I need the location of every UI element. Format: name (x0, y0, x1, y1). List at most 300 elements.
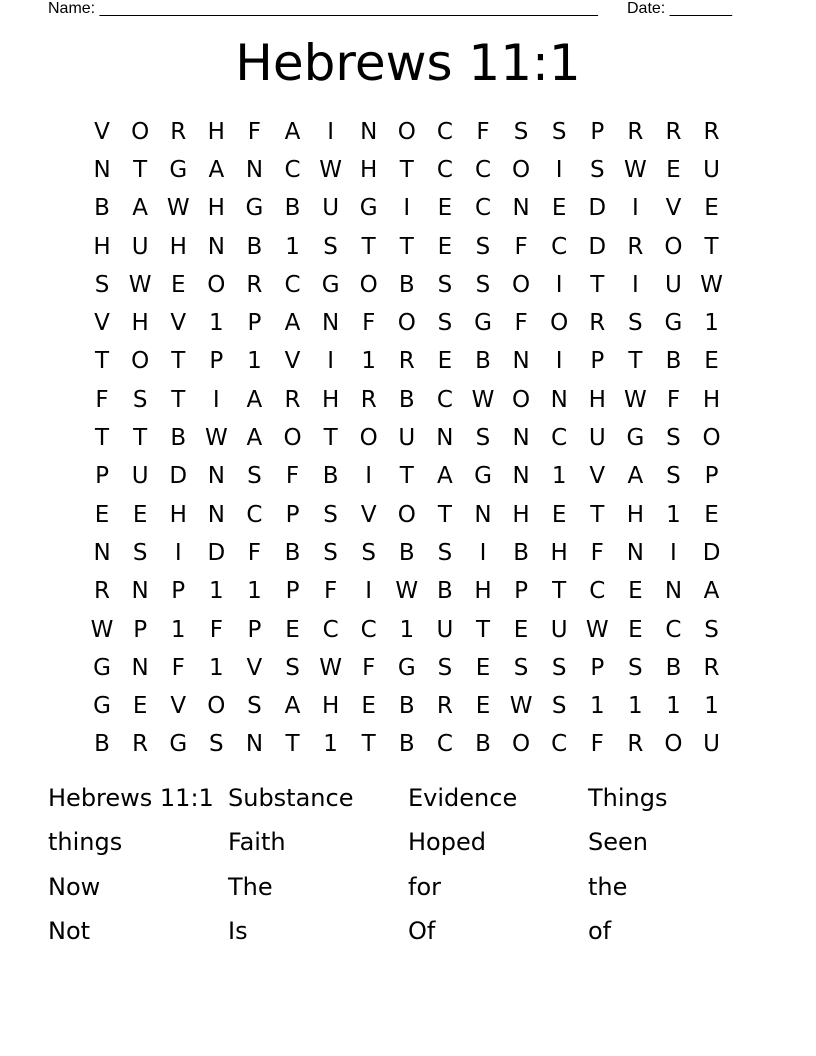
grid-letter: B (170, 425, 187, 452)
grid-letter: V (170, 693, 187, 720)
grid-letter: S (628, 310, 643, 337)
word-list-item: Seen (588, 828, 648, 857)
grid-letter: 1 (209, 578, 224, 605)
grid-letter: H (169, 501, 187, 528)
grid-letter: 1 (247, 348, 262, 375)
grid-letter: B (398, 271, 415, 298)
grid-letter: 1 (209, 654, 224, 681)
grid-letter: I (327, 348, 334, 375)
grid-letter: R (703, 118, 720, 145)
grid-letter: C (360, 616, 377, 643)
grid-letter: A (246, 386, 263, 413)
grid-letter: S (247, 693, 262, 720)
grid-letter: O (131, 348, 150, 375)
grid-letter: T (361, 731, 376, 758)
grid-letter: E (132, 501, 148, 528)
grid-letter: I (555, 156, 563, 183)
grid-letter: N (360, 118, 378, 145)
grid-letter: C (284, 271, 301, 298)
grid-letter: C (551, 233, 568, 260)
grid-letter: F (247, 118, 262, 145)
grid-letter: U (398, 425, 416, 452)
grid-letter: 1 (399, 616, 415, 643)
grid-letter: F (209, 616, 223, 643)
grid-letter: B (665, 654, 682, 681)
grid-letter: F (362, 310, 376, 337)
grid-letter: H (512, 501, 530, 528)
grid-letter: B (665, 348, 682, 375)
grid-letter: P (133, 616, 148, 643)
grid-letter: P (95, 463, 109, 490)
grid-letter: E (704, 501, 719, 528)
grid-letter: C (322, 616, 339, 643)
grid-letter: E (437, 233, 453, 260)
grid-letter: S (132, 386, 148, 413)
grid-letter: C (665, 616, 682, 643)
grid-letter: N (474, 501, 492, 528)
grid-letter: H (550, 539, 568, 566)
grid-letter: S (475, 233, 491, 260)
grid-letter: S (323, 233, 338, 260)
grid-letter: S (437, 271, 453, 298)
grid-letter: B (284, 539, 301, 566)
grid-letter: N (436, 425, 454, 452)
grid-letter: V (284, 348, 301, 375)
word-list-item: the (588, 872, 628, 901)
grid-letter: A (437, 463, 453, 490)
grid-letter: N (550, 386, 568, 413)
grid-letter: G (93, 654, 111, 681)
grid-letter: V (589, 463, 606, 490)
grid-letter: V (94, 310, 110, 337)
grid-letter: V (246, 654, 263, 681)
grid-letter: B (398, 539, 415, 566)
grid-letter: D (588, 195, 607, 222)
grid-letter: B (398, 731, 415, 758)
grid-letter: O (512, 156, 531, 183)
word-list-item: Faith (228, 828, 286, 857)
grid-letter: P (590, 118, 605, 145)
word-list (48, 776, 768, 953)
grid-letter: G (245, 195, 264, 222)
grid-letter: 1 (247, 578, 262, 605)
grid-letter: V (170, 310, 187, 337)
grid-letter: U (703, 731, 720, 758)
grid-letter: B (94, 195, 110, 222)
grid-letter: O (702, 425, 721, 452)
grid-letter: 1 (209, 310, 224, 337)
grid-letter: 1 (589, 693, 605, 720)
grid-letter: O (397, 310, 416, 337)
grid-letter: N (245, 731, 264, 758)
grid-letter: C (551, 425, 568, 452)
grid-letter: N (93, 539, 111, 566)
grid-letter: B (513, 539, 529, 566)
grid-letter: S (551, 693, 567, 720)
grid-letter: T (628, 348, 643, 375)
grid-letter: T (437, 501, 452, 528)
grid-letter: E (170, 271, 186, 298)
grid-letter: R (398, 348, 415, 375)
grid-letter: H (588, 386, 606, 413)
letter-grid (83, 113, 731, 764)
grid-letter: W (585, 616, 609, 643)
grid-letter: A (703, 578, 720, 605)
grid-letter: P (285, 578, 300, 605)
grid-letter: G (474, 310, 492, 337)
grid-letter: 1 (170, 616, 186, 643)
grid-letter: U (703, 156, 720, 183)
grid-letter: V (360, 501, 377, 528)
word-list-item: The (228, 872, 273, 901)
grid-letter: R (665, 118, 682, 145)
grid-letter: D (702, 539, 721, 566)
grid-letter: E (628, 578, 643, 605)
grid-letter: R (589, 310, 606, 337)
grid-letter: P (514, 578, 529, 605)
grid-letter: T (399, 463, 414, 490)
grid-letter: I (631, 271, 639, 298)
grid-letter: O (397, 501, 416, 528)
grid-letter: O (283, 425, 302, 452)
grid-letter: N (512, 348, 530, 375)
grid-letter: H (93, 233, 111, 260)
grid-letter: R (627, 731, 644, 758)
grid-letter: O (512, 731, 531, 758)
grid-letter: R (246, 271, 263, 298)
grid-letter: I (365, 578, 373, 605)
grid-letter: A (627, 463, 644, 490)
grid-letter: N (131, 654, 149, 681)
word-list-item: Is (228, 916, 248, 945)
grid-letter: O (512, 386, 531, 413)
grid-letter: O (664, 233, 683, 260)
grid-letter: S (361, 539, 376, 566)
grid-letter: S (323, 501, 338, 528)
grid-letter: S (437, 310, 453, 337)
grid-letter: F (362, 654, 376, 681)
grid-letter: F (476, 118, 490, 145)
grid-letter: D (207, 539, 226, 566)
grid-letter: N (93, 156, 111, 183)
grid-letter: T (399, 233, 414, 260)
grid-letter: H (321, 693, 340, 720)
grid-letter: E (475, 654, 491, 681)
grid-letter: E (551, 195, 567, 222)
grid-letter: F (95, 386, 109, 413)
grid-letter: P (209, 348, 224, 375)
grid-letter: V (665, 195, 682, 222)
grid-letter: E (437, 195, 453, 222)
grid-letter: N (207, 233, 225, 260)
grid-letter: 1 (666, 501, 681, 528)
grid-letter: T (95, 425, 110, 452)
grid-letter: C (436, 731, 453, 758)
grid-letter: B (94, 731, 110, 758)
grid-letter: F (247, 539, 262, 566)
grid-letter: H (702, 386, 721, 413)
grid-letter: 1 (551, 463, 567, 490)
grid-letter: I (365, 463, 373, 490)
grid-letter: S (247, 463, 262, 490)
grid-letter: H (207, 118, 225, 145)
grid-letter: H (321, 386, 340, 413)
grid-letter: B (284, 195, 301, 222)
grid-letter: G (169, 731, 188, 758)
grid-letter: G (474, 463, 492, 490)
grid-letter: F (171, 654, 185, 681)
word-list-item: of (588, 916, 612, 945)
grid-letter: F (285, 463, 300, 490)
grid-letter: H (360, 156, 378, 183)
grid-letter: T (323, 425, 338, 452)
word-list-item: Hebrews 11:1 (48, 784, 214, 812)
grid-letter: A (284, 693, 301, 720)
grid-letter: E (704, 195, 719, 222)
grid-letter: E (704, 348, 719, 375)
grid-letter: A (284, 310, 301, 337)
grid-letter: O (131, 118, 150, 145)
grid-letter: 1 (628, 693, 643, 720)
grid-letter: R (627, 233, 644, 260)
grid-letter: H (474, 578, 492, 605)
grid-letter: B (475, 348, 491, 375)
grid-letter: 1 (704, 693, 719, 720)
grid-letter: P (285, 501, 300, 528)
grid-letter: G (93, 693, 111, 720)
grid-letter: S (475, 425, 491, 452)
grid-letter: S (513, 654, 529, 681)
grid-letter: F (514, 310, 528, 337)
word-list-item: for (408, 872, 441, 901)
grid-letter: A (246, 425, 263, 452)
grid-letter: S (666, 425, 681, 452)
grid-letter: E (475, 693, 491, 720)
grid-letter: I (555, 271, 563, 298)
grid-letter: W (623, 386, 647, 413)
grid-letter: I (403, 195, 411, 222)
grid-letter: E (666, 156, 681, 183)
grid-letter: I (555, 348, 563, 375)
grid-letter: A (208, 156, 225, 183)
grid-letter: N (322, 310, 340, 337)
word-list-item: Of (408, 916, 436, 945)
grid-letter: G (169, 156, 188, 183)
grid-letter: I (479, 539, 487, 566)
grid-letter: G (397, 654, 416, 681)
grid-letter: S (323, 539, 338, 566)
grid-letter: W (395, 578, 419, 605)
grid-letter: N (245, 156, 264, 183)
grid-letter: W (319, 654, 342, 681)
grid-letter: G (626, 425, 645, 452)
grid-letter: S (132, 539, 148, 566)
grid-letter: T (361, 233, 376, 260)
grid-letter: W (128, 271, 152, 298)
grid-letter: H (207, 195, 225, 222)
grid-letter: T (133, 156, 148, 183)
grid-letter: O (207, 271, 226, 298)
grid-letter: S (666, 463, 681, 490)
grid-letter: P (171, 578, 186, 605)
grid-letter: C (474, 156, 492, 183)
grid-letter: C (551, 731, 568, 758)
grid-letter: T (590, 271, 605, 298)
grid-letter: B (437, 578, 453, 605)
grid-letter: P (590, 654, 605, 681)
grid-letter: 1 (666, 693, 681, 720)
grid-letter: H (131, 310, 149, 337)
grid-letter: S (551, 654, 567, 681)
grid-letter: I (174, 539, 182, 566)
grid-letter: C (436, 118, 453, 145)
grid-letter: O (207, 693, 226, 720)
grid-letter: S (704, 616, 719, 643)
grid-letter: I (327, 118, 334, 145)
grid-letter: T (552, 578, 567, 605)
grid-letter: S (475, 271, 491, 298)
grid-letter: S (589, 156, 605, 183)
date-field-label: Date: _______ (627, 0, 732, 17)
grid-letter: S (285, 654, 300, 681)
grid-letter: N (626, 539, 644, 566)
grid-letter: F (590, 731, 604, 758)
grid-letter: C (436, 156, 453, 183)
grid-letter: T (704, 233, 719, 260)
grid-letter: C (474, 195, 492, 222)
grid-letter: R (436, 693, 453, 720)
grid-letter: W (166, 195, 190, 222)
word-list-item: Evidence (408, 784, 518, 812)
grid-letter: O (359, 271, 378, 298)
grid-letter: V (94, 118, 110, 145)
grid-letter: N (131, 578, 149, 605)
word-list-item: Not (48, 916, 91, 945)
grid-letter: R (360, 386, 377, 413)
grid-letter: G (664, 310, 683, 337)
grid-letter: S (209, 731, 224, 758)
grid-letter: G (321, 271, 340, 298)
grid-letter: 1 (285, 233, 300, 260)
grid-letter: N (207, 501, 225, 528)
grid-letter: N (512, 425, 530, 452)
grid-letter: C (436, 386, 453, 413)
grid-letter: R (284, 386, 301, 413)
grid-letter: N (512, 463, 530, 490)
grid-letter: U (588, 425, 606, 452)
grid-letter: O (550, 310, 569, 337)
grid-letter: W (700, 271, 723, 298)
grid-letter: F (514, 233, 528, 260)
grid-letter: P (247, 310, 262, 337)
grid-letter: 1 (704, 310, 719, 337)
grid-letter: G (359, 195, 378, 222)
grid-letter: B (398, 386, 415, 413)
grid-letter: R (170, 118, 187, 145)
grid-letter: W (90, 616, 114, 643)
grid-letter: N (512, 195, 530, 222)
grid-letter: F (323, 578, 338, 605)
grid-letter: F (666, 386, 681, 413)
grid-letter: E (361, 693, 376, 720)
grid-letter: U (665, 271, 682, 298)
grid-letter: T (171, 386, 186, 413)
grid-letter: 1 (323, 731, 338, 758)
grid-letter: S (628, 654, 643, 681)
word-list-item: Now (48, 872, 101, 901)
grid-letter: W (623, 156, 647, 183)
grid-letter: T (95, 348, 110, 375)
grid-letter: 1 (361, 348, 377, 375)
grid-letter: H (169, 233, 187, 260)
grid-letter: O (664, 731, 683, 758)
grid-letter: B (398, 693, 415, 720)
grid-letter: F (590, 539, 604, 566)
grid-letter: T (171, 348, 186, 375)
grid-letter: I (631, 195, 639, 222)
grid-letter: E (513, 616, 529, 643)
grid-letter: S (94, 271, 110, 298)
grid-letter: O (512, 271, 531, 298)
grid-letter: B (322, 463, 339, 490)
grid-letter: U (550, 616, 568, 643)
grid-letter: T (399, 156, 414, 183)
grid-letter: B (246, 233, 263, 260)
grid-letter: C (284, 156, 301, 183)
grid-letter: T (590, 501, 605, 528)
word-list-item: Things (588, 784, 668, 812)
grid-letter: C (246, 501, 263, 528)
grid-letter: O (397, 118, 416, 145)
grid-letter: S (551, 118, 567, 145)
grid-letter: W (509, 693, 533, 720)
grid-letter: W (319, 156, 342, 183)
name-field-label: Name: ________________________________________________________ (48, 0, 598, 17)
grid-letter: I (670, 539, 677, 566)
word-list-item: Substance (228, 784, 354, 812)
grid-letter: C (589, 578, 606, 605)
word-list-item: things (48, 828, 123, 857)
grid-letter: S (437, 654, 453, 681)
grid-letter: R (94, 578, 111, 605)
grid-letter: U (322, 195, 340, 222)
grid-letter: E (551, 501, 567, 528)
grid-letter: U (131, 463, 149, 490)
grid-letter: E (94, 501, 110, 528)
grid-letter: E (132, 693, 148, 720)
grid-letter: R (703, 654, 720, 681)
grid-letter: E (437, 348, 453, 375)
grid-letter: B (475, 731, 491, 758)
grid-letter: N (664, 578, 683, 605)
word-list-item: Hoped (408, 828, 486, 857)
page-title: Hebrews 11:1 (235, 34, 581, 92)
grid-letter: H (626, 501, 644, 528)
grid-letter: A (284, 118, 301, 145)
grid-letter: D (169, 463, 188, 490)
grid-letter: D (588, 233, 607, 260)
grid-letter: P (704, 463, 719, 490)
grid-letter: W (204, 425, 228, 452)
grid-letter: I (212, 386, 220, 413)
grid-letter: E (628, 616, 643, 643)
grid-letter: N (207, 463, 225, 490)
grid-letter: T (285, 731, 300, 758)
grid-letter: U (131, 233, 149, 260)
grid-letter: A (132, 195, 148, 222)
grid-letter: T (475, 616, 491, 643)
grid-letter: P (247, 616, 262, 643)
